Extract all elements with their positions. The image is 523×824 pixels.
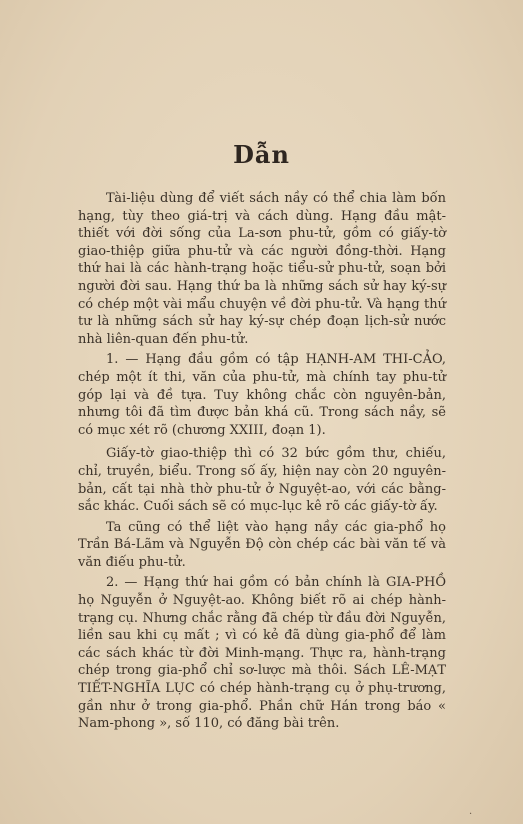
paragraph: 1. — Hạng đầu gồm có tập HẠNH-AM THI-CẢO, chép một ít thi, văn của phu-tử, mà chính tay phu-tử góp lại và đề tựa. Tuy không chắc còn nguyên-bản, nhưng tôi đã tìm được bản khá cũ. Trong sách nầy, sẽ có mục xét rõ (chương XXIII, đoạn 1). [78, 352, 446, 438]
paragraph: Ta cũng có thể liệt vào hạng nầy các gia-phổ họ Trần Bá-Lãm và Nguyễn Độ còn chép các bài văn tế và văn điếu phu-tử. [78, 519, 446, 570]
body-text [78, 190, 446, 739]
paragraph: 2. — Hạng thứ hai gồm có bản chính là GIA-PHỒ họ Nguyễn ở Nguyệt-ao. Không biết rõ ai chép hành-trạng cụ. Nhưng chắc rằng đã chép từ đầu đời Nguyễn, liền sau khi cụ mất ; vì có kẻ đã dùng gia-phổ để làm các sách khác từ đời Minh-mạng. Thực ra, hành-trạng chép trong gia-phổ chỉ sơ-lược mà thôi. Sách LÊ-MẠT TIẾT-NGHĨA LỤC có chép hành-trạng cụ ở phụ-trương, gần như ở trong gia-phổ. Phần chữ Hán trong báo « Nam-phong », số 110, có đăng bài trên. [78, 575, 446, 732]
paragraph: Tài-liệu dùng để viết sách nầy có thể chia làm bốn hạng, tùy theo giá-trị và cách dùng. Hạng đầu mật-thiết với đời sống của La-sơn phu-tử, gồm có giấy-tờ giao-thiệp giữa phu-tử và các người đồng-thời. Hạng thứ hai là các hành-trạng hoặc tiểu-sử phu-tử, soạn bởi người đời sau. Hạng thứ ba là những sách sử hay ký-sự có chép một vài mẩu chuyện về đời phu-tử. Và hạng thứ tư là những sách sử hay ký-sự chép đoạn lịch-sử nước nhà liên-quan đến phu-tử. [78, 191, 446, 347]
paragraph: Giấy-tờ giao-thiệp thì có 32 bức gồm thư, chiếu, chỉ, truyền, biểu. Trong số ấy, hiện nay còn 20 nguyên-bản, cất tại nhà thờ phu-tử ở Nguyệt-ao, với các bằng-sắc khác. Cuối sách sẽ có mục-lục kê rõ các giấy-tờ ấy. [78, 446, 446, 515]
page-title: Dẫn [233, 140, 290, 169]
page-mark: · [469, 809, 473, 820]
